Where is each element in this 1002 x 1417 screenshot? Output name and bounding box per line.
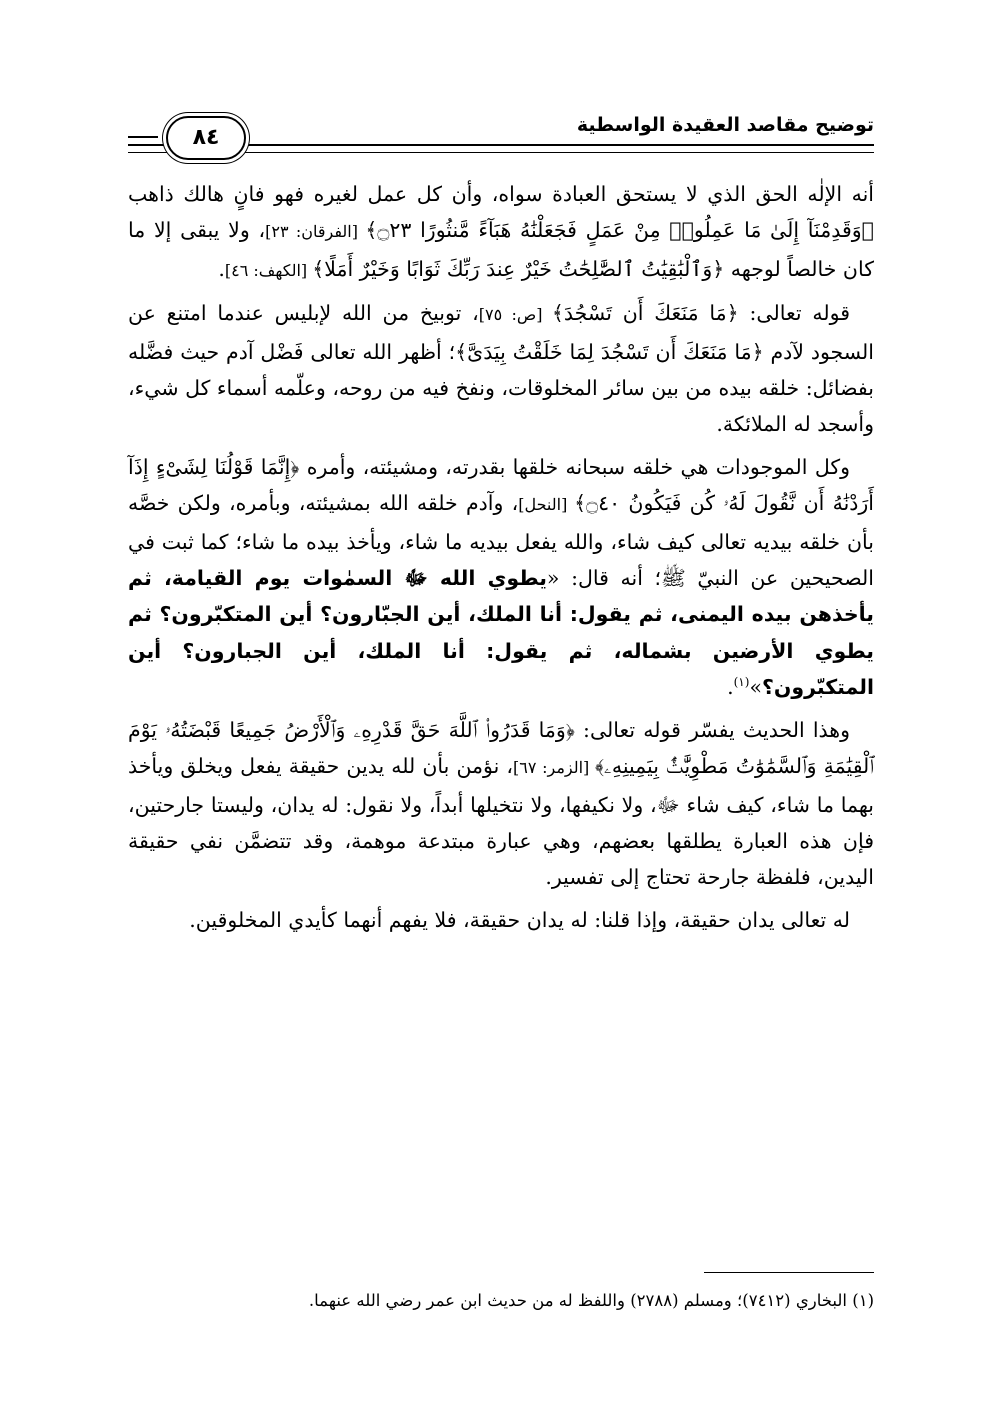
main-text [128, 176, 874, 944]
page-number-badge: ٨٤ [166, 116, 246, 160]
quran-verse: ﴿إِنَّمَا قَوْلُنَا لِشَىْءٍ إِذَآ أَرَدْنَٰهُ أَن نَّقُولَ لَهُۥ كُن فَيَكُونُ ۝٤٠﴾ [128, 454, 874, 516]
paragraph-3 [128, 449, 874, 706]
verse-reference: [الكهف: ٤٦] [224, 260, 313, 280]
verse-reference: [النحل] [518, 495, 575, 515]
book-page [128, 96, 874, 1346]
text-run: وهذا الحديث يفسّر قوله تعالى: [574, 717, 850, 742]
text-run: وكل الموجودات هي خلقه سبحانه خلقها بقدرته، ومشيئته، وأمره [299, 454, 850, 479]
quran-verse: ﴿وَمَا قَدَرُوا۟ ٱللَّهَ حَقَّ قَدْرِهِۦ وَٱلْأَرْضُ جَمِيعًا قَبْضَتُهُۥ يَوْمَ ٱلْقِيَٰمَةِ وَٱلسَّمَٰوَٰتُ مَطْوِيَّٰتٌۢ بِيَمِينِهِۦ﴾ [128, 717, 874, 779]
text-run: ، ولا يبقى إلا ما كان خالصاً لوجهه [128, 218, 874, 281]
footnote-separator [704, 1272, 874, 1273]
verse-reference: [ص: ٧٥] [478, 305, 552, 325]
text-run: » [749, 675, 762, 700]
running-title: توضيح مقاصد العقيدة الواسطية [576, 114, 874, 136]
quran-verse: ﴿وَٱلْبَٰقِيَٰتُ ٱلصَّٰلِحَٰتُ خَيْرٌ عِندَ رَبِّكَ ثَوَابًا وَخَيْرٌ أَمَلًا﴾ [312, 256, 725, 281]
text-run: . [727, 675, 734, 700]
text-run: ، وآدم خلقه الله بمشيئته، وبأمره، ولكن خصَّه بأن خلقه بيديه تعالى كيف شاء، والله يفعل بيديه ما شاء، ويأخذ بيده ما شاء؛ كما ثبت في الصحيحين عن النبيّ ﷺ؛ أنه قال: « [128, 491, 874, 591]
text-run: أنه الإلٰه الحق الذي لا يستحق العبادة سواه، وأن كل عمل لغيره فهو فانٍ هالك ذاهب [128, 182, 874, 206]
page-header [128, 96, 874, 156]
paragraph-1 [128, 176, 874, 289]
verse-reference: [الزمر: ٦٧] [513, 758, 595, 778]
hadith-quote: يطوي الله ﷻ السمٰوات يوم القيامة، ثم يأخذهن بيده اليمنى، ثم يقول: أنا الملك، أين الجبّارون؟ أين المتكبّرون؟ ثم يطوي الأرضين بشماله، ثم يقول: أنا الملك، أين الجبارون؟ أين المتكبّرون؟ [128, 566, 874, 700]
footnote: (١) البخاري (٧٤١٢)؛ ومسلم (٢٧٨٨) واللفظ له من حديث ابن عمر رضي الله عنهما. [308, 1291, 874, 1310]
text-run: . [218, 256, 225, 281]
footnote-marker[interactable]: (١) [733, 675, 750, 690]
text-run: له تعالى يدان حقيقة، وإذا قلنا: له يدان حقيقة، فلا يفهم أنهما كأيدي المخلوقين. [189, 907, 850, 932]
text-run: ، نؤمن بأن لله يدين حقيقة يفعل ويخلق ويأخذ بهما ما شاء، كيف شاء ﷻ، ولا نكيفها، ولا نتخيلها أبداً، ولا نقول: له يدان، وليستا جارحتين، فإن هذه العبارة يطلقها بعضهم، وهي عبارة مبتدعة موهمة، وقد تتضمَّن نفي حقيقة اليدين، فلفظة جارحة تحتاج إلى تفسير. [128, 754, 874, 890]
quran-verse: ﴿مَا مَنَعَكَ أَن تَسْجُدَ﴾ [551, 301, 739, 326]
paragraph-5 [128, 902, 874, 938]
header-dash [128, 136, 158, 138]
text-run: قوله تعالى: [738, 301, 850, 326]
paragraph-2 [128, 295, 874, 443]
verse-reference: [الفرقان: ٢٣] [265, 222, 366, 242]
text-run: ؛ أظهر الله تعالى فَضْل آدم حيث فضَّله بفضائل: خلقه بيده من بين سائر المخلوقات، ونفخ فيه من روحه، وعلّمه أسماء كل شيء، وأسجد له الملائكة. [128, 339, 874, 437]
paragraph-4 [128, 712, 874, 896]
text-run: ، توبيخ من الله لإبليس عندما امتنع عن السجود لآدم [128, 301, 874, 364]
quran-verse: ﴿وَقَدِمْنَآ إِلَىٰ مَا عَمِلُوا۟ مِنْ عَمَلٍ فَجَعَلْنَٰهُ هَبَآءً مَّنثُورًا ۝٢٣﴾ [365, 218, 874, 243]
quran-verse: ﴿مَا مَنَعَكَ أَن تَسْجُدَ لِمَا خَلَقْتُ بِيَدَىَّ﴾ [455, 339, 764, 364]
